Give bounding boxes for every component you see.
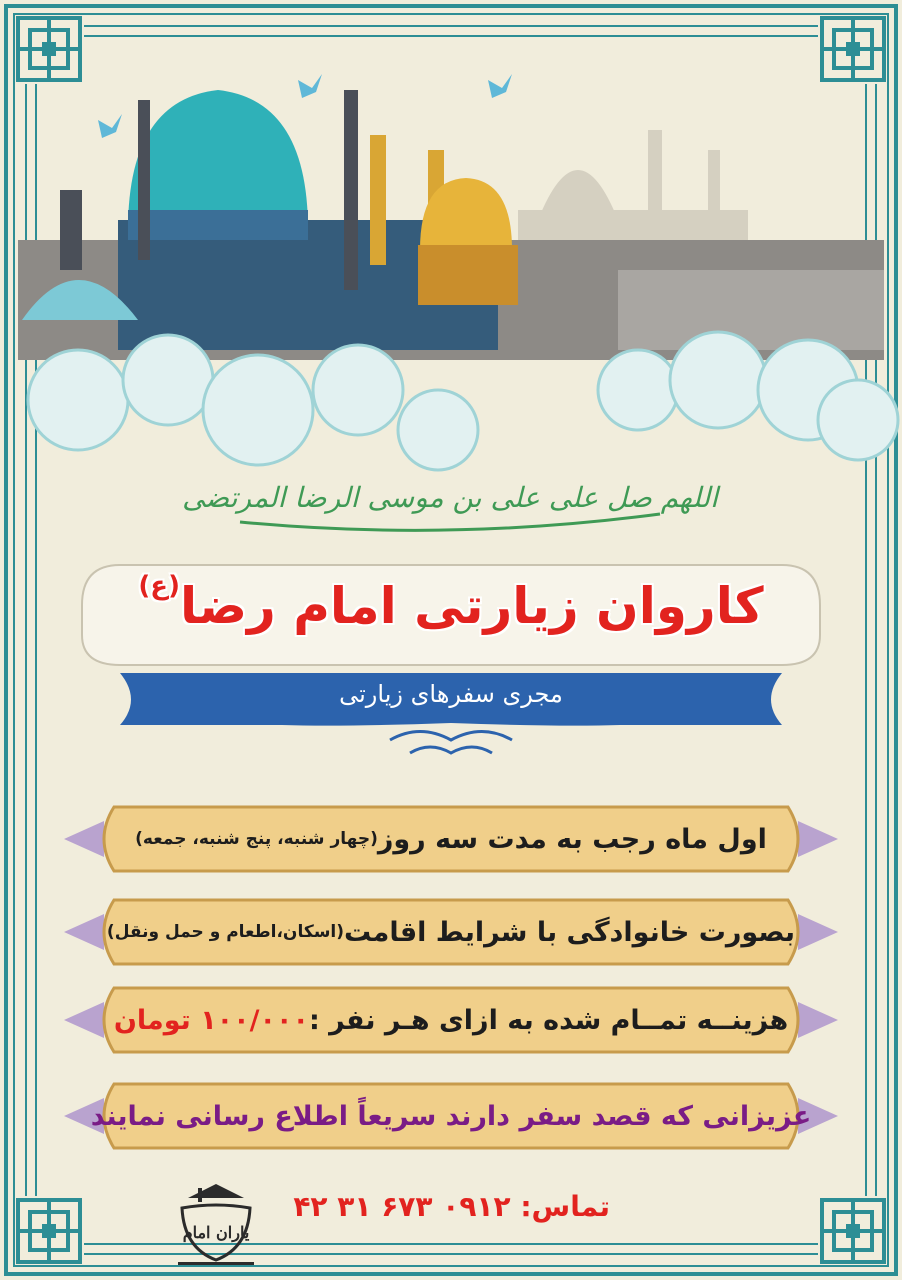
banner-dates-main: اول ماه رجب به مدت سه روز (377, 823, 767, 855)
frame-corner-br (822, 1200, 884, 1262)
banner-conditions (64, 896, 838, 968)
svg-text:یاران امام: یاران امام (182, 1223, 250, 1242)
banner-dates-detail: (چهار شنبه، پنج شنبه، جمعه) (135, 829, 378, 849)
page-title: کاروان زیارتی امام رضا$^{(ع)}$ (138, 571, 764, 635)
organization-logo (168, 1178, 264, 1270)
svg-text:اللهم صل علی علی بن موسی الرضا: اللهم صل علی علی بن موسی الرضا المرتضی (182, 481, 718, 514)
banner-notice-main: عزیزانی که قصد سفر دارند سریعاً اطلاع رسانی نمایند (90, 1100, 812, 1132)
frame-corner-bl (18, 1200, 80, 1262)
price-value: ۱۰۰/۰۰۰ تومان (113, 1004, 309, 1036)
title-honorific: (ع) (138, 571, 180, 601)
subtitle: مجری سفرهای زیارتی (339, 680, 563, 708)
contact-line (280, 1190, 610, 1223)
banner-conditions-main: بصورت خانوادگی با شرایط اقامت (344, 916, 796, 948)
contact-phone[interactable]: ۰۹۱۲ ۶۷۳ ۳۱ ۴۲ (293, 1190, 511, 1223)
banner-price-main: هزینــه تمــام شده به ازای هـر نفر : (308, 1004, 789, 1036)
banner-conditions-detail: (اسکان،اطعام و حمل ونقل) (106, 922, 345, 942)
banner-notice (64, 1080, 838, 1152)
banner-price (64, 984, 838, 1056)
shrine-illustration (18, 40, 884, 480)
salawat-calligraphy (182, 452, 718, 542)
banner-dates (64, 803, 838, 875)
title-block (60, 555, 842, 765)
turquoise-dome (128, 90, 308, 230)
contact-label: تماس: (510, 1190, 610, 1223)
